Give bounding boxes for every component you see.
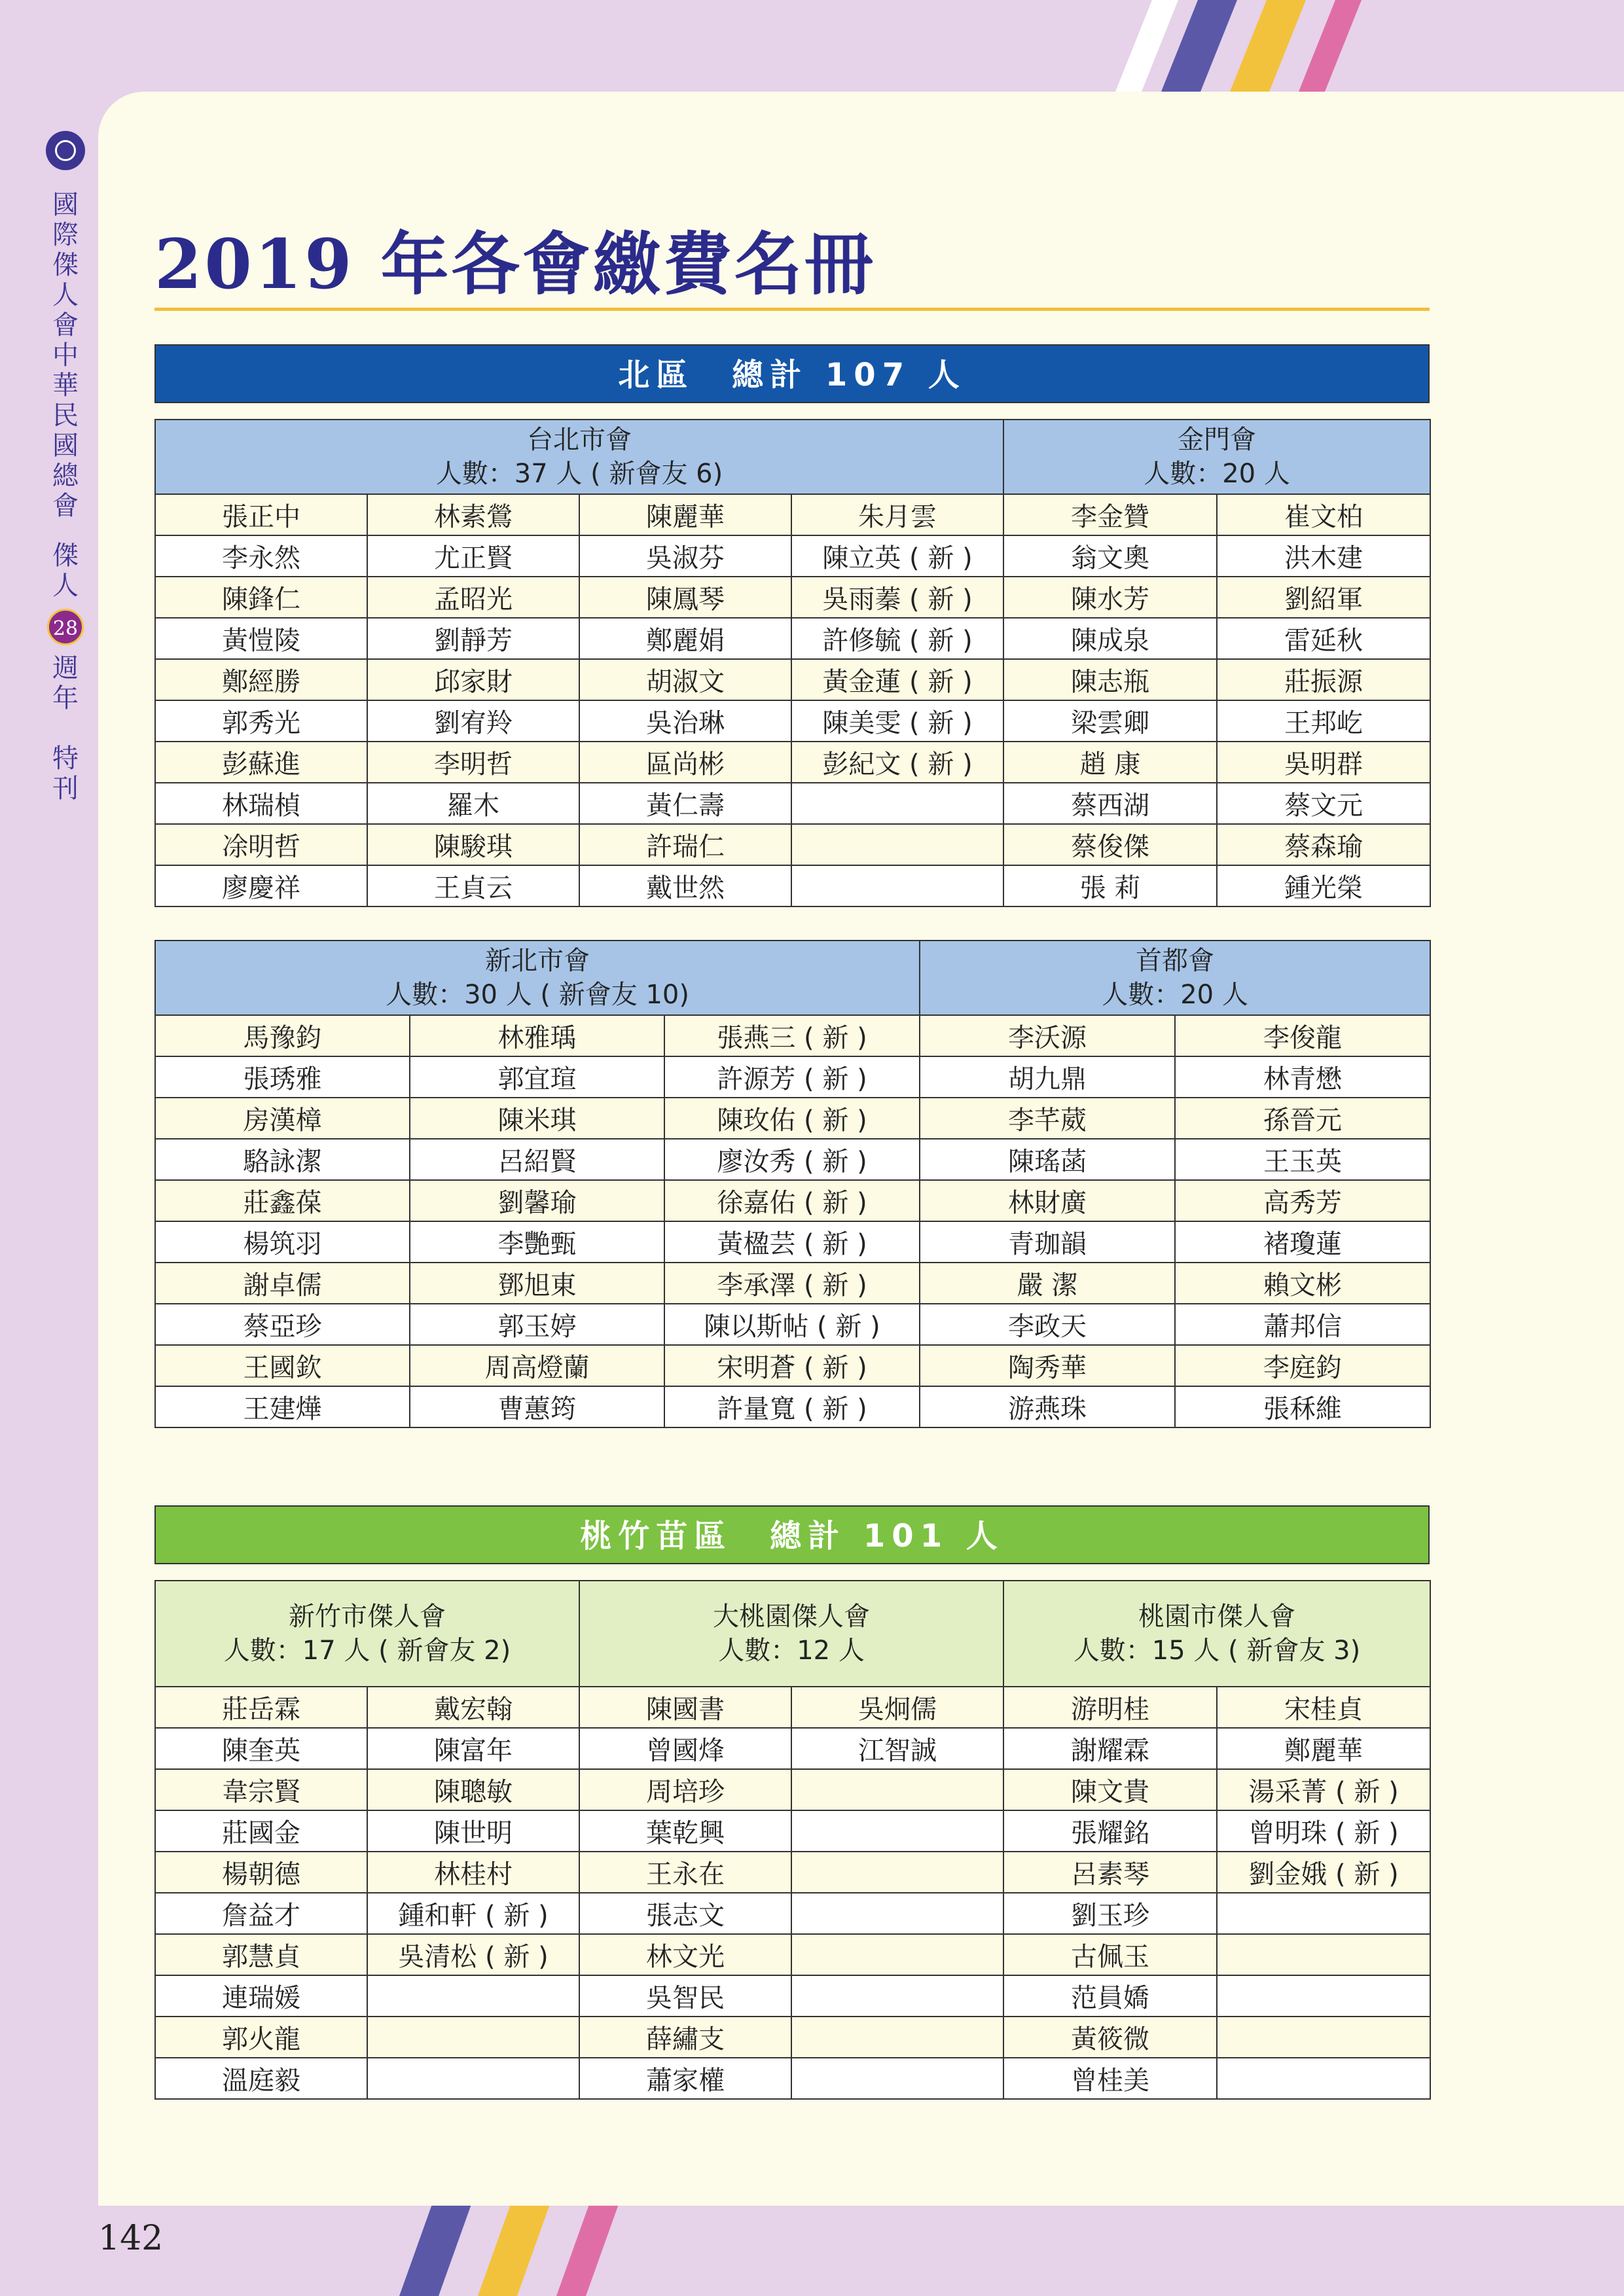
side-char: 會	[52, 491, 79, 521]
member-cell: 周高燈蘭	[410, 1345, 664, 1386]
member-cell: 王建燁	[155, 1386, 410, 1427]
club-header-hsinchu	[155, 1581, 579, 1687]
member-cell: 陳志瓶	[1003, 659, 1217, 700]
side-char	[39, 713, 92, 744]
side-char: 特	[52, 744, 79, 774]
member-cell: 詹益才	[155, 1893, 367, 1934]
member-cell: 莊岳霖	[155, 1687, 367, 1728]
member-cell	[367, 2058, 579, 2099]
logo-icon	[46, 131, 85, 170]
member-cell: 蔡森瑜	[1217, 824, 1430, 865]
club-name: 新北市會	[485, 946, 590, 976]
table-row	[155, 535, 1430, 577]
member-cell: 蔡俊傑	[1003, 824, 1217, 865]
member-cell: 曾國烽	[579, 1728, 791, 1769]
member-cell: 蕭家權	[579, 2058, 791, 2099]
member-cell: 莊振源	[1217, 659, 1430, 700]
title-underline	[154, 308, 1430, 311]
member-cell: 區尚彬	[579, 742, 791, 783]
page-number: 142	[98, 2219, 164, 2258]
table-row	[155, 1687, 1430, 1728]
member-cell	[791, 783, 1003, 824]
member-cell: 郭火龍	[155, 2017, 367, 2058]
member-cell: 陳聰敏	[367, 1769, 579, 1810]
member-cell: 吳炯儒	[791, 1687, 1003, 1728]
member-cell: 林文光	[579, 1934, 791, 1975]
side-char: 際	[52, 220, 79, 250]
side-publication-suffix	[39, 653, 92, 804]
member-cell: 鍾光榮	[1217, 865, 1430, 906]
member-cell: 雷延秋	[1217, 618, 1430, 659]
member-cell: 陳駿琪	[367, 824, 579, 865]
member-cell: 郭玉婷	[410, 1304, 664, 1345]
member-cell	[791, 1852, 1003, 1893]
member-cell	[791, 2017, 1003, 2058]
member-cell: 賴文彬	[1175, 1263, 1430, 1304]
member-cell: 陳鳳琴	[579, 577, 791, 618]
member-cell: 戴世然	[579, 865, 791, 906]
side-char: 人	[52, 571, 79, 601]
member-cell: 李承澤 ( 新 )	[664, 1263, 920, 1304]
member-cell: 郭宜瑄	[410, 1056, 664, 1098]
member-cell: 黃愷陵	[155, 618, 367, 659]
member-cell: 胡淑文	[579, 659, 791, 700]
table-row	[155, 1098, 1430, 1139]
club-header-capital	[920, 941, 1430, 1015]
member-cell: 許源芳 ( 新 )	[664, 1056, 920, 1098]
member-cell: 蔡亞珍	[155, 1304, 410, 1345]
member-cell	[791, 2058, 1003, 2099]
club-count: 人數：12 人	[718, 1636, 865, 1666]
taipei-kinmen-table	[154, 419, 1431, 907]
table-row	[155, 1180, 1430, 1221]
table-row	[155, 1769, 1430, 1810]
member-cell	[367, 2017, 579, 2058]
member-cell: 陳美雯 ( 新 )	[791, 700, 1003, 742]
member-cell: 劉靜芳	[367, 618, 579, 659]
table-row	[155, 824, 1430, 865]
member-cell: 黃仁壽	[579, 783, 791, 824]
table-row	[155, 2058, 1430, 2099]
member-cell: 廖汝秀 ( 新 )	[664, 1139, 920, 1180]
member-cell: 鍾和軒 ( 新 )	[367, 1893, 579, 1934]
side-char: 會	[52, 310, 79, 340]
member-cell: 王玉英	[1175, 1139, 1430, 1180]
member-cell: 陳奎英	[155, 1728, 367, 1769]
member-cell: 莊鑫葆	[155, 1180, 410, 1221]
member-cell: 周培珍	[579, 1769, 791, 1810]
member-cell: 古佩玉	[1003, 1934, 1217, 1975]
member-cell: 游燕珠	[920, 1386, 1175, 1427]
side-publication-label	[39, 541, 92, 601]
member-cell	[791, 1893, 1003, 1934]
member-cell: 宋明蒼 ( 新 )	[664, 1345, 920, 1386]
member-cell: 游明桂	[1003, 1687, 1217, 1728]
table-row	[155, 1810, 1430, 1852]
club-count: 人數：20 人	[1144, 459, 1290, 489]
member-cell: 李政天	[920, 1304, 1175, 1345]
top-stripes-decoration	[1087, 0, 1414, 98]
member-cell: 王國欽	[155, 1345, 410, 1386]
member-cell: 劉宥羚	[367, 700, 579, 742]
table-row	[155, 1304, 1430, 1345]
member-cell: 彭蘇進	[155, 742, 367, 783]
member-cell: 張耀銘	[1003, 1810, 1217, 1852]
member-cell	[1217, 1893, 1430, 1934]
member-cell: 李芊葳	[920, 1098, 1175, 1139]
member-cell: 楊朝德	[155, 1852, 367, 1893]
member-cell: 謝耀霖	[1003, 1728, 1217, 1769]
member-cell: 鄭經勝	[155, 659, 367, 700]
club-count: 人數：17 人 ( 新會友 2)	[223, 1636, 511, 1666]
member-cell: 林青懋	[1175, 1056, 1430, 1098]
table-row	[155, 1386, 1430, 1427]
member-cell: 房漢樟	[155, 1098, 410, 1139]
member-cell: 葉乾興	[579, 1810, 791, 1852]
club-header-newtaipei	[155, 941, 920, 1015]
table-row	[155, 1345, 1430, 1386]
table-row	[155, 494, 1430, 535]
table-row	[155, 1975, 1430, 2017]
member-cell: 李沃源	[920, 1015, 1175, 1056]
member-cell: 陳立英 ( 新 )	[791, 535, 1003, 577]
member-cell: 尤正賢	[367, 535, 579, 577]
side-char: 年	[52, 683, 79, 713]
member-cell: 羅木	[367, 783, 579, 824]
club-name: 金門會	[1178, 425, 1257, 455]
table-row	[155, 1728, 1430, 1769]
side-org-name	[39, 190, 92, 521]
member-cell	[791, 1769, 1003, 1810]
member-cell: 薛繡支	[579, 2017, 791, 2058]
club-count: 人數：20 人	[1102, 980, 1248, 1010]
member-cell: 陳瑤菡	[920, 1139, 1175, 1180]
member-cell: 陳水芳	[1003, 577, 1217, 618]
member-cell: 高秀芳	[1175, 1180, 1430, 1221]
member-cell: 許修毓 ( 新 )	[791, 618, 1003, 659]
member-cell: 黃金蓮 ( 新 )	[791, 659, 1003, 700]
member-cell: 曾明珠 ( 新 )	[1217, 1810, 1430, 1852]
club-header-greater-taoyuan	[579, 1581, 1003, 1687]
member-cell: 張秝維	[1175, 1386, 1430, 1427]
member-cell: 李庭鈞	[1175, 1345, 1430, 1386]
member-cell: 李明哲	[367, 742, 579, 783]
member-cell: 趙 康	[1003, 742, 1217, 783]
member-cell: 李艷甄	[410, 1221, 664, 1263]
club-header-kinmen	[1003, 420, 1430, 494]
side-char: 國	[52, 431, 79, 461]
member-cell: 陳米琪	[410, 1098, 664, 1139]
table-row	[155, 1221, 1430, 1263]
club-header-taoyuan-city	[1003, 1581, 1430, 1687]
club-name: 大桃園傑人會	[713, 1602, 871, 1632]
table-row	[155, 865, 1430, 906]
member-cell: 呂紹賢	[410, 1139, 664, 1180]
table-row	[155, 1893, 1430, 1934]
side-char: 傑	[52, 250, 79, 280]
member-cell: 胡九鼎	[920, 1056, 1175, 1098]
member-cell: 徐嘉佑 ( 新 )	[664, 1180, 920, 1221]
member-cell: 張 莉	[1003, 865, 1217, 906]
member-cell: 劉馨瑜	[410, 1180, 664, 1221]
member-cell: 許瑞仁	[579, 824, 791, 865]
bottom-stripes-decoration	[393, 2204, 687, 2296]
taozhumiao-region-band: 桃竹苗區 總計 101 人	[154, 1505, 1430, 1564]
table-row	[155, 1015, 1430, 1056]
member-cell: 鄧旭東	[410, 1263, 664, 1304]
taozhumiao-table	[154, 1580, 1431, 2100]
member-cell: 吳治琳	[579, 700, 791, 742]
side-char: 傑	[52, 541, 79, 571]
member-cell: 曾桂美	[1003, 2058, 1217, 2099]
member-cell: 郭慧貞	[155, 1934, 367, 1975]
member-cell: 張志文	[579, 1893, 791, 1934]
member-cell: 李俊龍	[1175, 1015, 1430, 1056]
club-count: 人數：37 人 ( 新會友 6)	[435, 459, 723, 489]
member-cell: 張燕三 ( 新 )	[664, 1015, 920, 1056]
table-row	[155, 2017, 1430, 2058]
member-cell: 黃楹芸 ( 新 )	[664, 1221, 920, 1263]
member-cell: 曹蕙筠	[410, 1386, 664, 1427]
member-cell: 劉紹軍	[1217, 577, 1430, 618]
table-row	[155, 783, 1430, 824]
member-cell: 鄭麗華	[1217, 1728, 1430, 1769]
member-cell: 梁雲卿	[1003, 700, 1217, 742]
member-cell: 崔文柏	[1217, 494, 1430, 535]
page-title: 2019 年各會繳費名冊	[154, 224, 876, 304]
club-header-taipei	[155, 420, 1003, 494]
member-cell: 陳鋒仁	[155, 577, 367, 618]
member-cell: 林財廣	[920, 1180, 1175, 1221]
member-cell: 劉金娥 ( 新 )	[1217, 1852, 1430, 1893]
anniversary-badge: 28	[47, 609, 84, 645]
table-row	[155, 700, 1430, 742]
member-cell: 翁文奧	[1003, 535, 1217, 577]
member-cell: 林素鶯	[367, 494, 579, 535]
member-cell	[791, 1810, 1003, 1852]
member-cell: 吳明群	[1217, 742, 1430, 783]
table-row	[155, 1056, 1430, 1098]
table-row	[155, 1263, 1430, 1304]
member-cell: 吳清松 ( 新 )	[367, 1934, 579, 1975]
newtaipei-capital-table	[154, 940, 1431, 1428]
member-cell: 馬豫鈞	[155, 1015, 410, 1056]
club-name: 新竹市傑人會	[289, 1602, 446, 1632]
member-cell: 江智誠	[791, 1728, 1003, 1769]
member-cell: 青珈韻	[920, 1221, 1175, 1263]
member-cell: 陳成泉	[1003, 618, 1217, 659]
table-row	[155, 1934, 1430, 1975]
member-cell: 蔡文元	[1217, 783, 1430, 824]
side-char: 刊	[52, 774, 79, 804]
member-cell: 許量寬 ( 新 )	[664, 1386, 920, 1427]
club-count: 人數：15 人 ( 新會友 3)	[1073, 1636, 1361, 1666]
member-cell: 呂素琴	[1003, 1852, 1217, 1893]
member-cell: 韋宗賢	[155, 1769, 367, 1810]
member-cell: 林桂村	[367, 1852, 579, 1893]
side-char: 週	[52, 653, 79, 683]
member-cell: 郭秀光	[155, 700, 367, 742]
member-cell: 溫庭毅	[155, 2058, 367, 2099]
side-char: 民	[52, 401, 79, 431]
member-cell: 林雅瑀	[410, 1015, 664, 1056]
club-name: 台北市會	[527, 425, 632, 455]
member-cell: 吳淑芬	[579, 535, 791, 577]
member-cell: 吳雨蓁 ( 新 )	[791, 577, 1003, 618]
member-cell: 連瑞媛	[155, 1975, 367, 2017]
member-cell: 孫晉元	[1175, 1098, 1430, 1139]
member-cell	[1217, 2017, 1430, 2058]
club-name: 桃園市傑人會	[1138, 1602, 1296, 1632]
member-cell: 鄭麗娟	[579, 618, 791, 659]
member-cell: 宋桂貞	[1217, 1687, 1430, 1728]
north-region-band: 北區 總計 107 人	[154, 344, 1430, 403]
side-char: 華	[52, 370, 79, 401]
table-row	[155, 577, 1430, 618]
member-cell: 謝卓儒	[155, 1263, 410, 1304]
member-cell: 劉玉珍	[1003, 1893, 1217, 1934]
sidebar	[39, 131, 92, 804]
member-cell	[791, 865, 1003, 906]
side-char: 總	[52, 461, 79, 491]
member-cell: 褚瓊蓮	[1175, 1221, 1430, 1263]
member-cell: 陳以斯帖 ( 新 )	[664, 1304, 920, 1345]
member-cell: 陳麗華	[579, 494, 791, 535]
member-cell: 吳智民	[579, 1975, 791, 2017]
member-cell: 陶秀華	[920, 1345, 1175, 1386]
member-cell: 莊國金	[155, 1810, 367, 1852]
member-cell: 范員嬌	[1003, 1975, 1217, 2017]
member-cell: 洪木建	[1217, 535, 1430, 577]
member-cell: 陳富年	[367, 1728, 579, 1769]
member-cell: 凃明哲	[155, 824, 367, 865]
side-char: 中	[52, 340, 79, 370]
member-cell: 陳國書	[579, 1687, 791, 1728]
club-count: 人數：30 人 ( 新會友 10)	[386, 980, 689, 1010]
member-cell: 蔡西湖	[1003, 783, 1217, 824]
member-cell: 楊筑羽	[155, 1221, 410, 1263]
club-name: 首都會	[1136, 946, 1215, 976]
member-cell: 張琇雅	[155, 1056, 410, 1098]
member-cell	[1217, 2058, 1430, 2099]
member-cell: 陳文貴	[1003, 1769, 1217, 1810]
side-char: 人	[52, 280, 79, 310]
member-cell: 林瑞楨	[155, 783, 367, 824]
member-cell	[1217, 1975, 1430, 2017]
member-cell: 李金贊	[1003, 494, 1217, 535]
member-cell: 嚴 潔	[920, 1263, 1175, 1304]
table-row	[155, 618, 1430, 659]
member-cell: 王邦屹	[1217, 700, 1430, 742]
member-cell: 蕭邦信	[1175, 1304, 1430, 1345]
side-char: 國	[52, 190, 79, 220]
member-cell	[367, 1975, 579, 2017]
member-cell: 朱月雲	[791, 494, 1003, 535]
member-cell: 陳世明	[367, 1810, 579, 1852]
member-cell	[791, 1934, 1003, 1975]
member-cell	[791, 1975, 1003, 2017]
member-cell	[1217, 1934, 1430, 1975]
member-cell: 孟昭光	[367, 577, 579, 618]
member-cell: 湯采菁 ( 新 )	[1217, 1769, 1430, 1810]
member-cell: 邱家財	[367, 659, 579, 700]
member-cell: 王永在	[579, 1852, 791, 1893]
member-cell: 戴宏翰	[367, 1687, 579, 1728]
member-cell: 黃筱微	[1003, 2017, 1217, 2058]
member-cell: 彭紀文 ( 新 )	[791, 742, 1003, 783]
member-cell: 李永然	[155, 535, 367, 577]
member-cell: 王貞云	[367, 865, 579, 906]
table-row	[155, 1139, 1430, 1180]
member-cell: 陳玫佑 ( 新 )	[664, 1098, 920, 1139]
member-cell: 張正中	[155, 494, 367, 535]
member-cell: 駱詠潔	[155, 1139, 410, 1180]
table-row	[155, 659, 1430, 700]
member-cell	[791, 824, 1003, 865]
table-row	[155, 742, 1430, 783]
member-cell: 廖慶祥	[155, 865, 367, 906]
table-row	[155, 1852, 1430, 1893]
